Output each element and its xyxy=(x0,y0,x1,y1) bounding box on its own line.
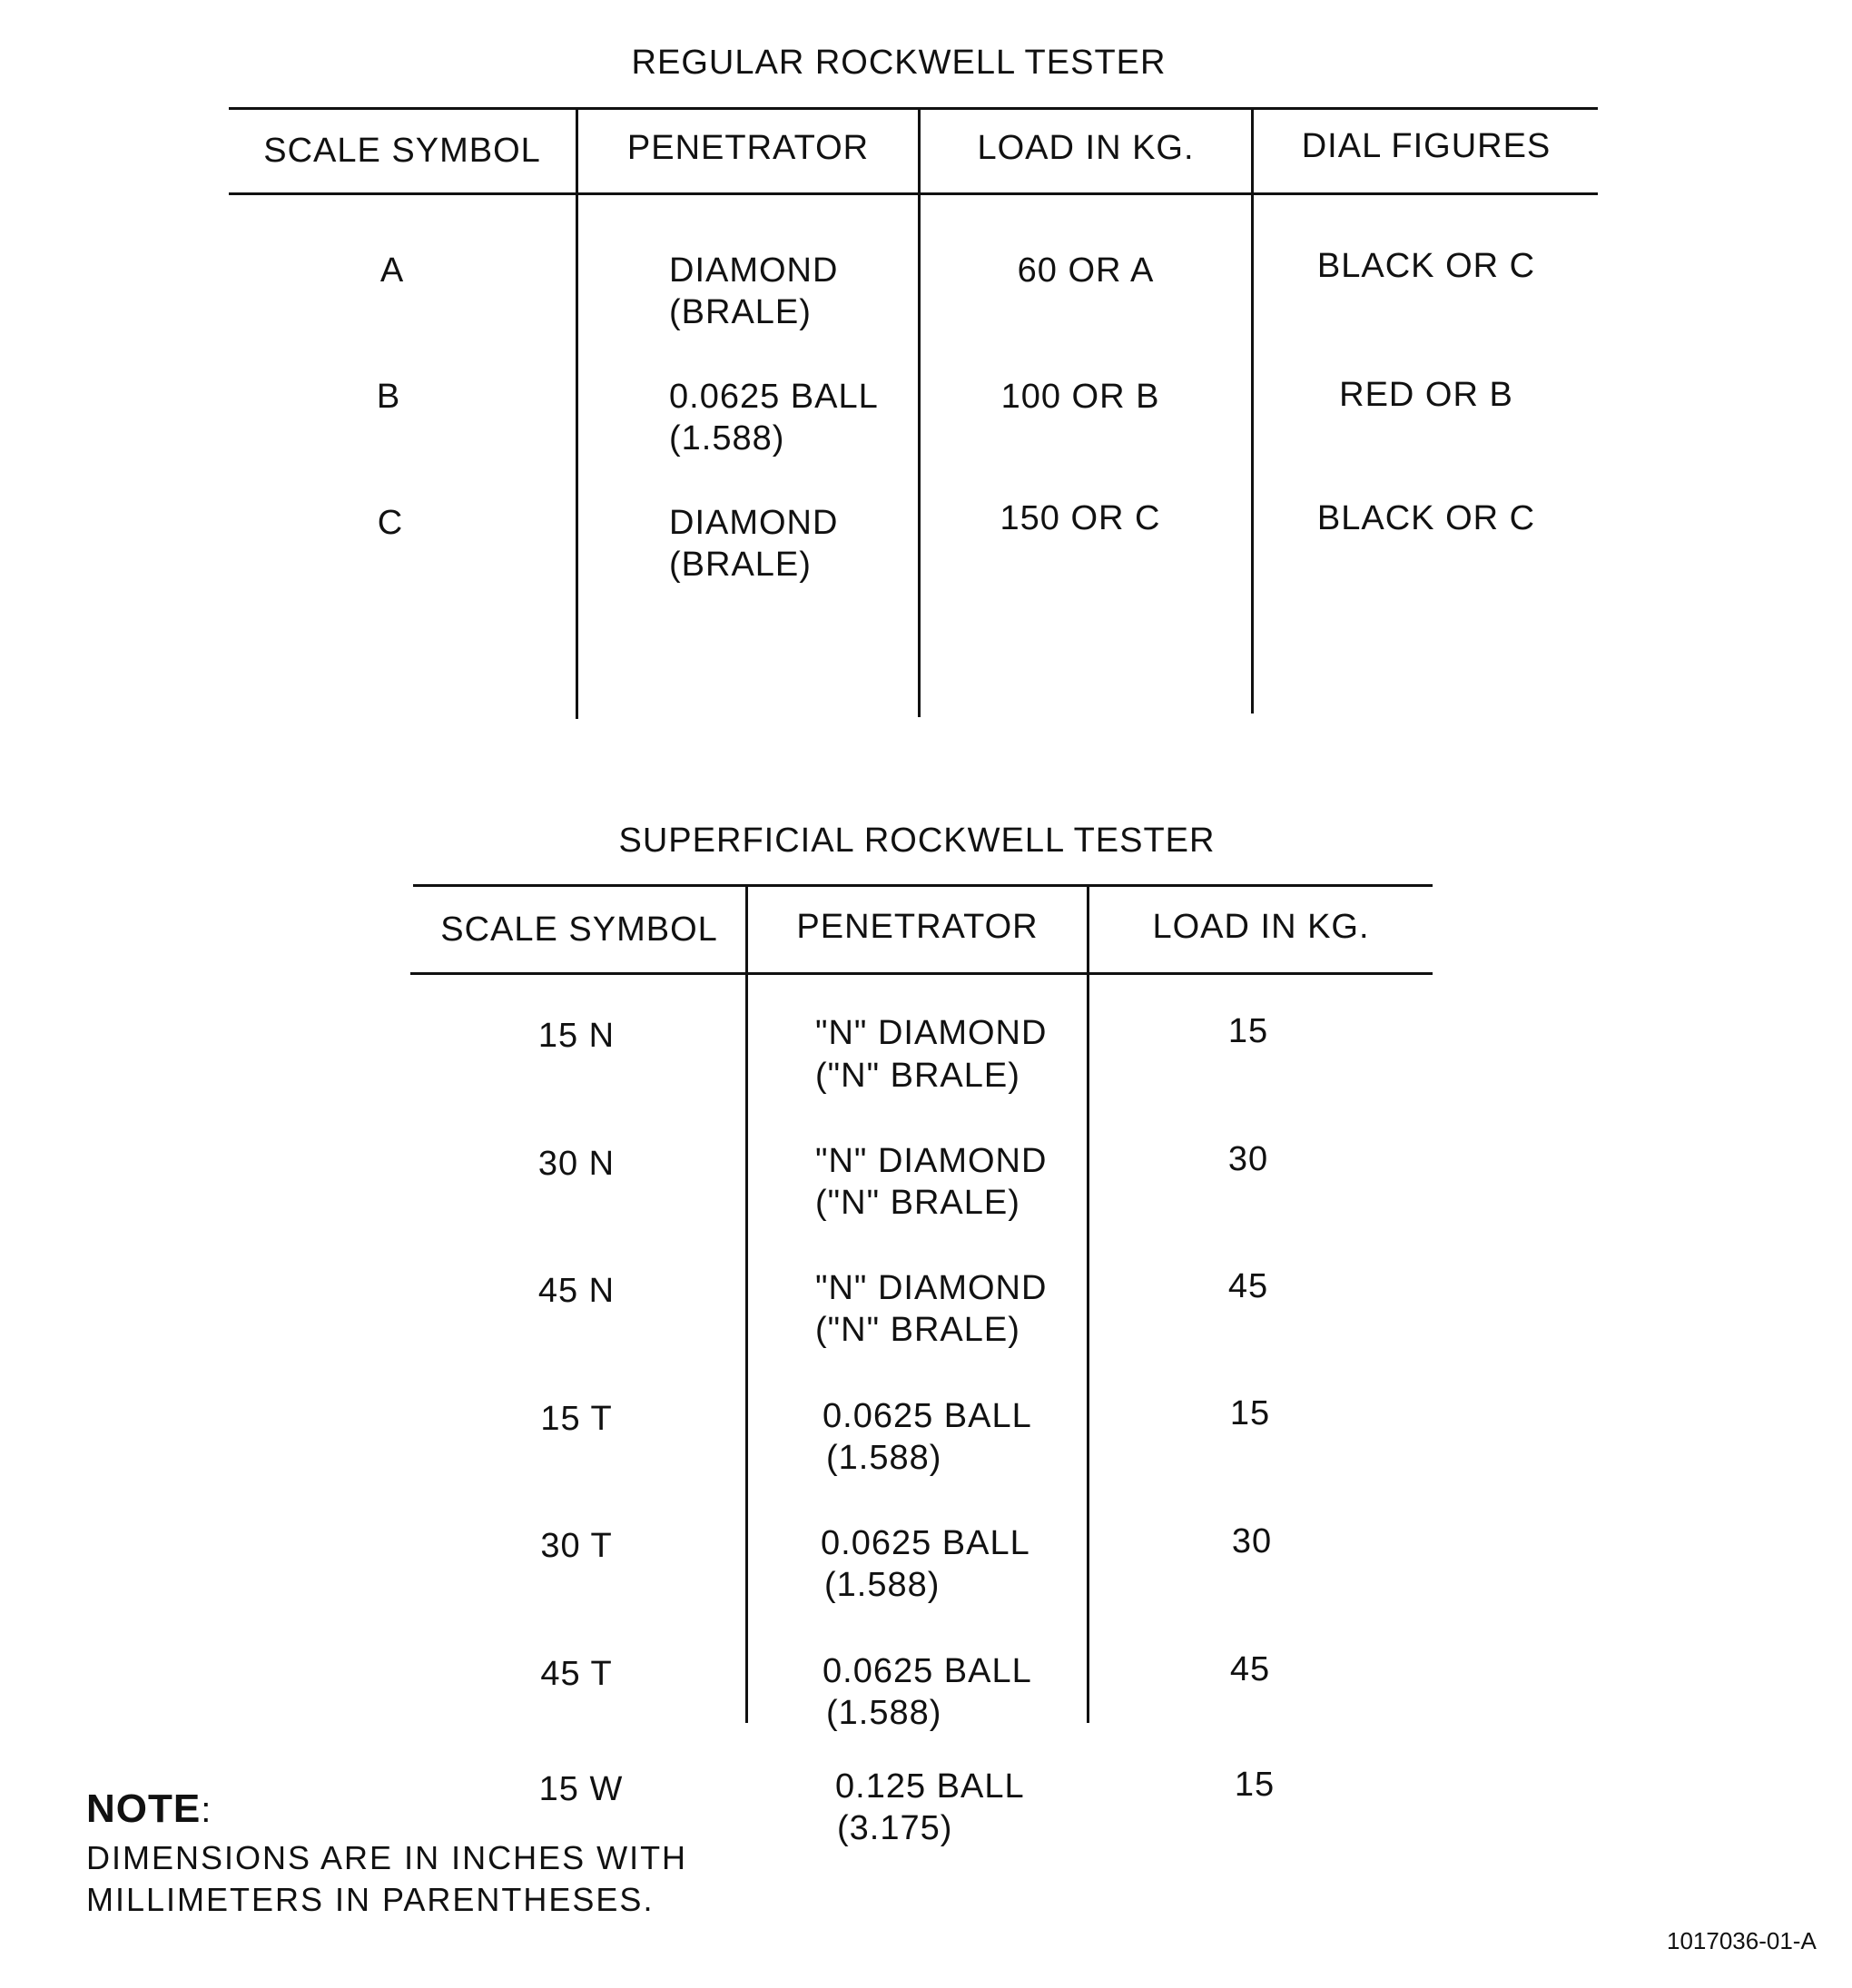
superficial-row-15n-penetrator-line1: "N" DIAMOND xyxy=(815,1014,1048,1052)
regular-row-b-load: 100 OR B xyxy=(1000,378,1160,416)
superficial-row-45t-penetrator-line2: (1.588) xyxy=(826,1694,942,1732)
regular-row-a-penetrator-line2: (BRALE) xyxy=(669,293,812,331)
superficial-row-15w-load: 15 xyxy=(1234,1766,1276,1804)
superficial-top-rule xyxy=(413,884,1433,887)
regular-top-rule xyxy=(229,107,1598,110)
superficial-row-15t-penetrator-line1: 0.0625 BALL xyxy=(823,1397,1032,1435)
superficial-row-15w-symbol: 15 W xyxy=(538,1770,624,1808)
superficial-row-45n-penetrator-line1: "N" DIAMOND xyxy=(815,1269,1048,1307)
note-line-1: DIMENSIONS ARE IN INCHES WITH xyxy=(86,1839,688,1876)
superficial-row-30n-symbol: 30 N xyxy=(537,1145,616,1183)
regular-row-a-symbol: A xyxy=(379,251,405,290)
superficial-row-15t-penetrator-line2: (1.588) xyxy=(826,1439,942,1477)
superficial-row-30n-penetrator-line2: ("N" BRALE) xyxy=(815,1184,1020,1222)
regular-row-c-dial: BLACK OR C xyxy=(1316,499,1536,537)
regular-row-c-penetrator-line1: DIAMOND xyxy=(669,504,839,542)
superficial-header-rule xyxy=(410,972,1433,975)
superficial-row-45t-load: 45 xyxy=(1229,1650,1271,1688)
superficial-header-penetrator: PENETRATOR xyxy=(796,908,1039,946)
note-line-2: MILLIMETERS IN PARENTHESES. xyxy=(86,1881,655,1918)
superficial-header-scale-symbol: SCALE SYMBOL xyxy=(440,910,718,949)
regular-row-a-load: 60 OR A xyxy=(1017,251,1155,290)
note-colon: : xyxy=(201,1790,212,1830)
superficial-header-load: LOAD IN KG. xyxy=(1152,908,1370,946)
figure-id: 1017036-01-A xyxy=(1667,1927,1817,1954)
superficial-row-15t-symbol: 15 T xyxy=(540,1400,613,1438)
superficial-row-30t-load: 30 xyxy=(1231,1522,1273,1560)
superficial-col-divider-2 xyxy=(1087,886,1089,1723)
regular-table-title: REGULAR ROCKWELL TESTER xyxy=(631,44,1167,82)
superficial-table-title: SUPERFICIAL ROCKWELL TESTER xyxy=(618,822,1216,860)
superficial-row-15n-load: 15 xyxy=(1227,1012,1269,1050)
superficial-row-45n-load: 45 xyxy=(1227,1267,1269,1305)
regular-row-b-symbol: B xyxy=(376,378,401,416)
regular-row-b-penetrator-line2: (1.588) xyxy=(669,419,785,458)
superficial-row-15t-load: 15 xyxy=(1229,1394,1271,1432)
regular-col-divider-1 xyxy=(576,109,578,719)
superficial-row-30t-penetrator-line1: 0.0625 BALL xyxy=(821,1524,1030,1562)
superficial-row-15w-penetrator-line2: (3.175) xyxy=(837,1809,953,1847)
superficial-row-30n-load: 30 xyxy=(1227,1140,1269,1178)
regular-row-a-dial: BLACK OR C xyxy=(1316,247,1536,285)
superficial-row-30t-penetrator-line2: (1.588) xyxy=(824,1566,941,1604)
regular-header-scale-symbol: SCALE SYMBOL xyxy=(263,132,541,170)
regular-row-a-penetrator-line1: DIAMOND xyxy=(669,251,839,290)
regular-row-b-penetrator-line1: 0.0625 BALL xyxy=(669,378,879,416)
regular-header-load: LOAD IN KG. xyxy=(977,129,1195,167)
superficial-row-30n-penetrator-line1: "N" DIAMOND xyxy=(815,1142,1048,1180)
superficial-row-15n-penetrator-line2: ("N" BRALE) xyxy=(815,1057,1020,1095)
superficial-row-45t-symbol: 45 T xyxy=(540,1655,613,1693)
regular-row-c-load: 150 OR C xyxy=(1000,499,1161,537)
superficial-col-divider-1 xyxy=(745,886,748,1723)
superficial-row-45n-penetrator-line2: ("N" BRALE) xyxy=(815,1311,1020,1349)
regular-header-penetrator: PENETRATOR xyxy=(626,129,870,167)
superficial-row-45t-penetrator-line1: 0.0625 BALL xyxy=(823,1652,1032,1690)
regular-header-dial-figures: DIAL FIGURES xyxy=(1301,127,1552,165)
regular-row-c-symbol: C xyxy=(377,504,404,542)
regular-row-b-dial: RED OR B xyxy=(1339,376,1513,414)
superficial-row-15w-penetrator-line1: 0.125 BALL xyxy=(835,1767,1025,1806)
regular-row-c-penetrator-line2: (BRALE) xyxy=(669,546,812,584)
regular-header-rule xyxy=(229,192,1598,195)
note-label: NOTE xyxy=(86,1786,202,1831)
superficial-row-45n-symbol: 45 N xyxy=(537,1272,616,1310)
superficial-row-30t-symbol: 30 T xyxy=(540,1527,613,1565)
superficial-row-15n-symbol: 15 N xyxy=(537,1017,616,1055)
note-block xyxy=(86,1786,687,1921)
